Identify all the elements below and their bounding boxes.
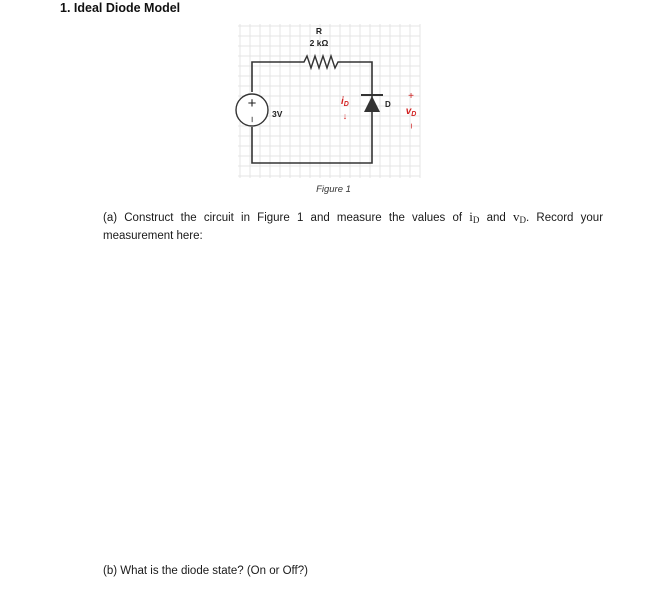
var-vd-subscript: D (519, 215, 526, 225)
diode-label: D (385, 100, 391, 109)
current-label (341, 96, 349, 108)
circuit-figure (230, 22, 430, 182)
voltage-label-subscript: D (411, 111, 417, 118)
source-value: 3V (272, 109, 283, 119)
voltage-minus: − (405, 123, 416, 129)
section-heading: 1. Ideal Diode Model (60, 1, 181, 15)
question-a-var-vd (513, 209, 526, 224)
voltage-label (406, 106, 417, 118)
var-id-subscript: D (472, 215, 480, 225)
figure-caption: Figure 1 (316, 184, 351, 195)
current-arrow: ↓ (342, 111, 348, 121)
resistor-value: 2 kΩ (309, 38, 329, 48)
var-vd-symbol: v (513, 209, 520, 224)
question-b: (b) What is the diode state? (On or Off?) (103, 565, 308, 577)
current-label-symbol: i (341, 96, 344, 107)
question-a (103, 209, 603, 244)
voltage-label-symbol: v (405, 106, 412, 117)
var-id-symbol: i (469, 209, 473, 224)
question-a-conj: and (486, 212, 506, 224)
question-a-var-id (469, 209, 479, 224)
question-a-text-after: . Record your measurement here: (103, 212, 604, 242)
current-label-subscript: D (343, 101, 349, 108)
source-plus-sign: + (247, 95, 257, 112)
question-a-text-before: (a) Construct the circuit in Figure 1 and measure the values of (103, 212, 463, 224)
source-minus-sign: − (245, 116, 258, 123)
resistor-label: R (315, 26, 323, 36)
voltage-plus: + (408, 91, 414, 102)
